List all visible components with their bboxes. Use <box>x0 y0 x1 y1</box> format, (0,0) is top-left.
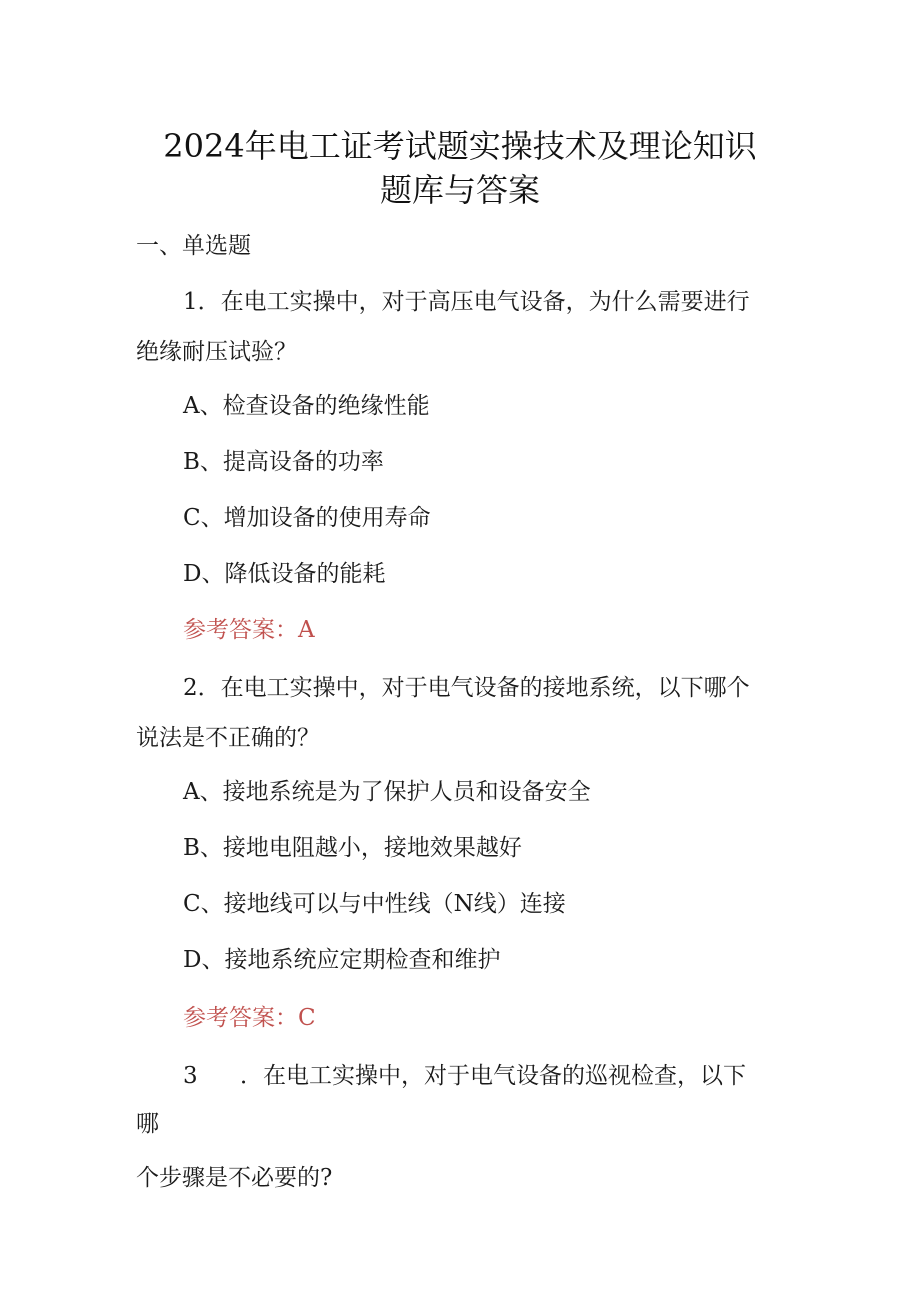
question-2-option-b: B、接地电阻越小，接地效果越好 <box>183 835 522 861</box>
question-2-option-c: C、接地线可以与中性线（N线）连接 <box>183 891 566 917</box>
question-2-answer: 参考答案：C <box>183 1005 316 1031</box>
document-title-line-2: 题库与答案 <box>379 171 540 209</box>
question-1-stem-line-1: 1．在电工实操中，对于高压电气设备，为什么需要进行 <box>183 289 750 315</box>
question-3-stem-line-1: ．在电工实操中，对于电气设备的巡视检查，以下 <box>240 1063 746 1089</box>
document-title-line-1: 2024年电工证考试题实操技术及理论知识 <box>163 127 757 165</box>
question-1-stem-line-2: 绝缘耐压试验？ <box>136 339 297 365</box>
question-1-option-d: D、降低设备的能耗 <box>183 561 386 587</box>
question-1-option-a: A、检查设备的绝缘性能 <box>183 393 430 419</box>
question-3-stem-line-3: 个步骤是不必要的? <box>136 1165 333 1191</box>
question-3-number: 3 <box>183 1063 198 1089</box>
question-1-answer: 参考答案：A <box>183 617 315 643</box>
question-1-option-b: B、提高设备的功率 <box>183 449 384 475</box>
question-2-option-a: A、接地系统是为了保护人员和设备安全 <box>183 779 591 805</box>
question-2-stem-line-2: 说法是不正确的？ <box>136 725 320 751</box>
question-1-option-c: C、增加设备的使用寿命 <box>183 505 431 531</box>
question-2-stem-line-1: 2．在电工实操中，对于电气设备的接地系统，以下哪个 <box>183 675 750 701</box>
section-heading: 一、单选题 <box>136 233 251 259</box>
question-3-stem-line-2: 哪 <box>136 1111 159 1137</box>
question-2-option-d: D、接地系统应定期检查和维护 <box>183 947 501 973</box>
